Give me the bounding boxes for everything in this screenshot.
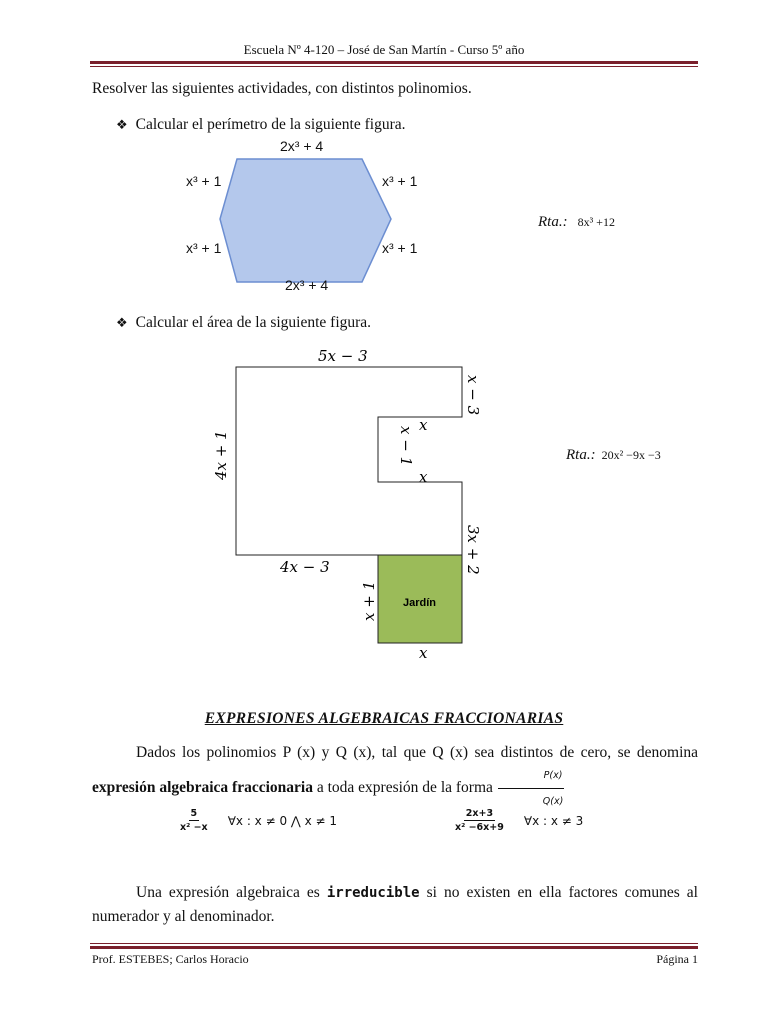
footer-page-number: Página 1 [656, 952, 698, 966]
activity2-prompt-text: Calcular el área de la siguiente figura. [135, 314, 372, 331]
definition-bold-term: expresión algebraica fraccionaria [92, 779, 313, 797]
main-shape-outline [236, 367, 462, 555]
footer-rule [90, 946, 698, 949]
shape-top-label: 5x − 3 [318, 347, 368, 365]
irreducible-bold-term: irreducible [326, 885, 420, 901]
example-2-condition: ∀x : x ≠ 3 [523, 813, 584, 828]
activity1-answer-label: Rta.: [538, 214, 568, 230]
irreducible-paragraph [92, 881, 698, 928]
garden-left-label: x + 1 [360, 580, 378, 621]
hexagon-shape [220, 159, 391, 282]
intro-text: Resolver las siguientes actividades, con distintos polinomios. [92, 80, 472, 97]
right-top-label: x − 3 [464, 375, 482, 416]
hexagon-figure [170, 135, 450, 300]
bottom-left-label: 4x − 3 [280, 558, 330, 576]
hexagon-bottom-label: 2x³ + 4 [285, 277, 329, 293]
definition-part2: a toda expresión de la forma [312, 779, 497, 797]
page-header: Escuela Nº 4-120 – José de San Martín - Curso 5º año [243, 42, 525, 57]
section-title: EXPRESIONES ALGEBRAICAS FRACCIONARIAS [204, 710, 564, 727]
example-2 [453, 808, 583, 833]
hexagon-upper-right-label: x³ + 1 [382, 173, 418, 189]
example-1-numerator: 5 [190, 808, 198, 819]
definition-paragraph [92, 741, 698, 813]
form-numerator: P(x) [498, 764, 565, 789]
header-rule-thin [90, 66, 698, 67]
example-2-fraction [453, 808, 506, 833]
bullet-diamond-icon: ❖ [116, 316, 128, 331]
example-1 [178, 808, 337, 833]
irreducible-part1: Una expresión algebraica es [136, 884, 327, 901]
activity1-prompt [116, 116, 406, 134]
right-bottom-label: 3x + 2 [464, 525, 482, 575]
notch-bottom-label: x [419, 468, 428, 486]
activity1-answer [538, 214, 615, 231]
example-2-numerator: 2x+3 [465, 808, 494, 819]
example-1-fraction [178, 808, 210, 833]
form-denominator: Q(x) [542, 796, 564, 807]
activity1-answer-value: 8x³ +12 [577, 215, 615, 229]
irreducible-part2: si no existen en ella factores comunes al numerador y al denominador. [92, 884, 698, 925]
garden-bottom-label: x [419, 644, 428, 662]
garden-label: Jardín [403, 597, 437, 609]
header-rule [90, 61, 698, 64]
activity2-answer-label: Rta.: [566, 447, 596, 463]
example-1-condition: ∀x : x ≠ 0 ⋀ x ≠ 1 [227, 813, 337, 828]
example-2-denominator: x² −6x+9 [455, 822, 504, 833]
hexagon-lower-left-label: x³ + 1 [186, 240, 222, 256]
definition-form-fraction [497, 764, 566, 813]
notch-side-label: x − 1 [397, 426, 415, 467]
activity2-answer-value: 20x² −9x −3 [601, 448, 661, 462]
activity1-prompt-text: Calcular el perímetro de la siguiente figura. [135, 116, 406, 133]
hexagon-upper-left-label: x³ + 1 [186, 173, 222, 189]
example-1-denominator: x² −x [180, 822, 208, 833]
bullet-diamond-icon: ❖ [116, 118, 128, 133]
activity2-prompt [116, 314, 371, 332]
definition-part1: Dados los polinomios P (x) y Q (x), tal que Q (x) sea distintos de cero, se denomina [136, 744, 698, 761]
shape-left-label: 4x + 1 [212, 430, 230, 480]
footer-rule-thin [90, 943, 698, 944]
hexagon-top-label: 2x³ + 4 [280, 138, 324, 154]
hexagon-lower-right-label: x³ + 1 [382, 240, 418, 256]
activity2-answer [566, 447, 661, 464]
footer-author: Prof. ESTEBES; Carlos Horacio [92, 952, 249, 966]
notch-top-label: x [419, 416, 428, 434]
area-figure [200, 340, 500, 670]
